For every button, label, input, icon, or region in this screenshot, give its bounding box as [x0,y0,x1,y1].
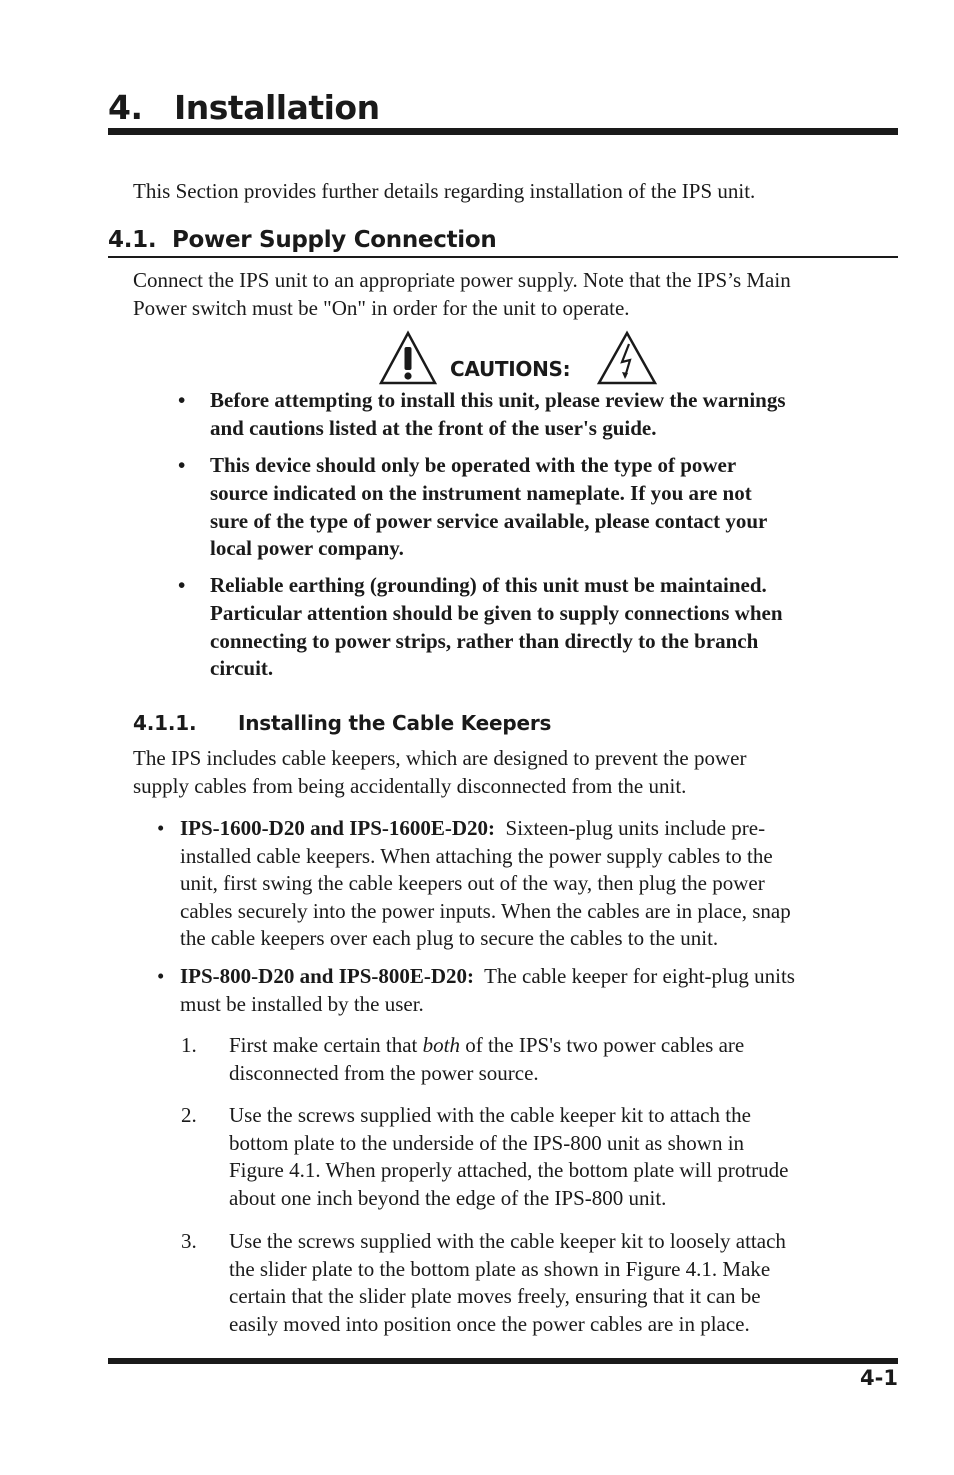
text-line: Figure 4.1. When properly attached, the bottom plate will protrude [229,1158,789,1183]
text-line: Before attempting to install this unit, please review the warnings [210,388,786,412]
text-run: Sixteen-plug units include pre- [495,816,766,840]
chapter-title [108,88,898,127]
intro-paragraph: This Section provides further details regarding installation of the IPS unit. [133,179,756,203]
list-item [157,963,897,1019]
text-line [180,815,897,843]
text-line: Use the screws supplied with the cable keeper kit to loosely attach [229,1229,786,1253]
model-label: IPS-800-D20 and IPS-800E-D20: [180,964,475,988]
text-line: and cautions listed at the front of the user's guide. [210,415,657,440]
text-line: circuit. [210,656,274,681]
bullet-marker: • [157,816,165,840]
text-line: installed cable keepers. When attaching the power supply cables to the [180,843,773,868]
cautions-header [378,330,668,388]
text-line: connecting to power strips, rather than directly to the branch [210,628,759,653]
step-number: 1. [181,1033,197,1057]
section-paragraph [133,267,903,322]
text-run: of the IPS's two power cables are [459,1033,745,1057]
emphasis: both [422,1033,460,1057]
page-number: 4-1 [860,1366,898,1390]
section-rule [108,256,898,258]
subsection-number: 4.1.1. [133,711,197,735]
text-line: This device should only be operated with the type of power [210,453,737,477]
text-run: First make certain that [229,1033,423,1057]
chapter-number: 4. [108,88,143,127]
text-line: Particular attention should be given to supply connections when [210,600,783,625]
caution-item [178,387,878,443]
text-line: local power company. [210,536,404,561]
text-line: The IPS includes cable keepers, which are designed to prevent the power [133,746,747,770]
subsection-title-text: Installing the Cable Keepers [238,711,552,735]
text-line: certain that the slider plate moves freely, ensuring that it can be [229,1284,761,1309]
text-line: the slider plate to the bottom plate as shown in Figure 4.1. Make [229,1256,771,1281]
bullet-marker: • [178,453,186,477]
numbered-step [181,1032,891,1088]
bullet-marker: • [178,573,186,597]
warning-exclamation-icon [378,330,438,386]
section-title-text: Power Supply Connection [172,227,497,253]
text-run: The cable keeper for eight-plug units [474,964,795,988]
section-number: 4.1. [108,227,157,253]
bullet-marker: • [157,964,165,988]
text-line: Reliable earthing (grounding) of this unit must be maintained. [210,573,767,597]
text-line: bottom plate to the underside of the IPS-800 unit as shown in [229,1130,745,1155]
text-line: source indicated on the instrument nameplate. If you are not [210,480,752,505]
text-line: unit, first swing the cable keepers out of the way, then plug the power [180,871,765,896]
model-label: IPS-1600-D20 and IPS-1600E-D20: [180,816,496,840]
text-line: Power switch must be "On" in order for the unit to operate. [133,295,630,320]
caution-item [178,572,878,684]
footer-rule [108,1358,898,1364]
subsection-title [133,711,893,735]
list-item [157,815,897,955]
caution-item [178,452,878,564]
numbered-step [181,1102,891,1214]
text-line: easily moved into position once the power cables are in place. [229,1311,750,1336]
text-line: supply cables from being accidentally disconnected from the unit. [133,773,687,798]
text-line: Use the screws supplied with the cable keeper kit to attach the [229,1103,751,1127]
text-line: the cable keepers over each plug to secure the cables to the unit. [180,926,719,951]
chapter-rule [108,128,898,135]
text-line: cables securely into the power inputs. When the cables are in place, snap [180,898,791,923]
text-line [229,1032,891,1060]
cautions-label: CAUTIONS: [450,357,571,381]
step-number: 3. [181,1229,197,1253]
text-line [180,963,897,991]
step-number: 2. [181,1103,197,1127]
bullet-marker: • [178,388,186,412]
text-line: sure of the type of power service available, please contact your [210,508,768,533]
text-line: Connect the IPS unit to an appropriate power supply. Note that the IPS’s Main [133,268,791,292]
text-line: disconnected from the power source. [229,1060,539,1085]
subsection-paragraph [133,745,903,800]
text-line: about one inch beyond the edge of the IPS-800 unit. [229,1185,667,1210]
electrical-hazard-icon [596,330,658,386]
section-title [108,227,898,253]
numbered-step [181,1228,891,1340]
text-line: must be installed by the user. [180,991,424,1016]
chapter-title-text: Installation [174,88,380,127]
